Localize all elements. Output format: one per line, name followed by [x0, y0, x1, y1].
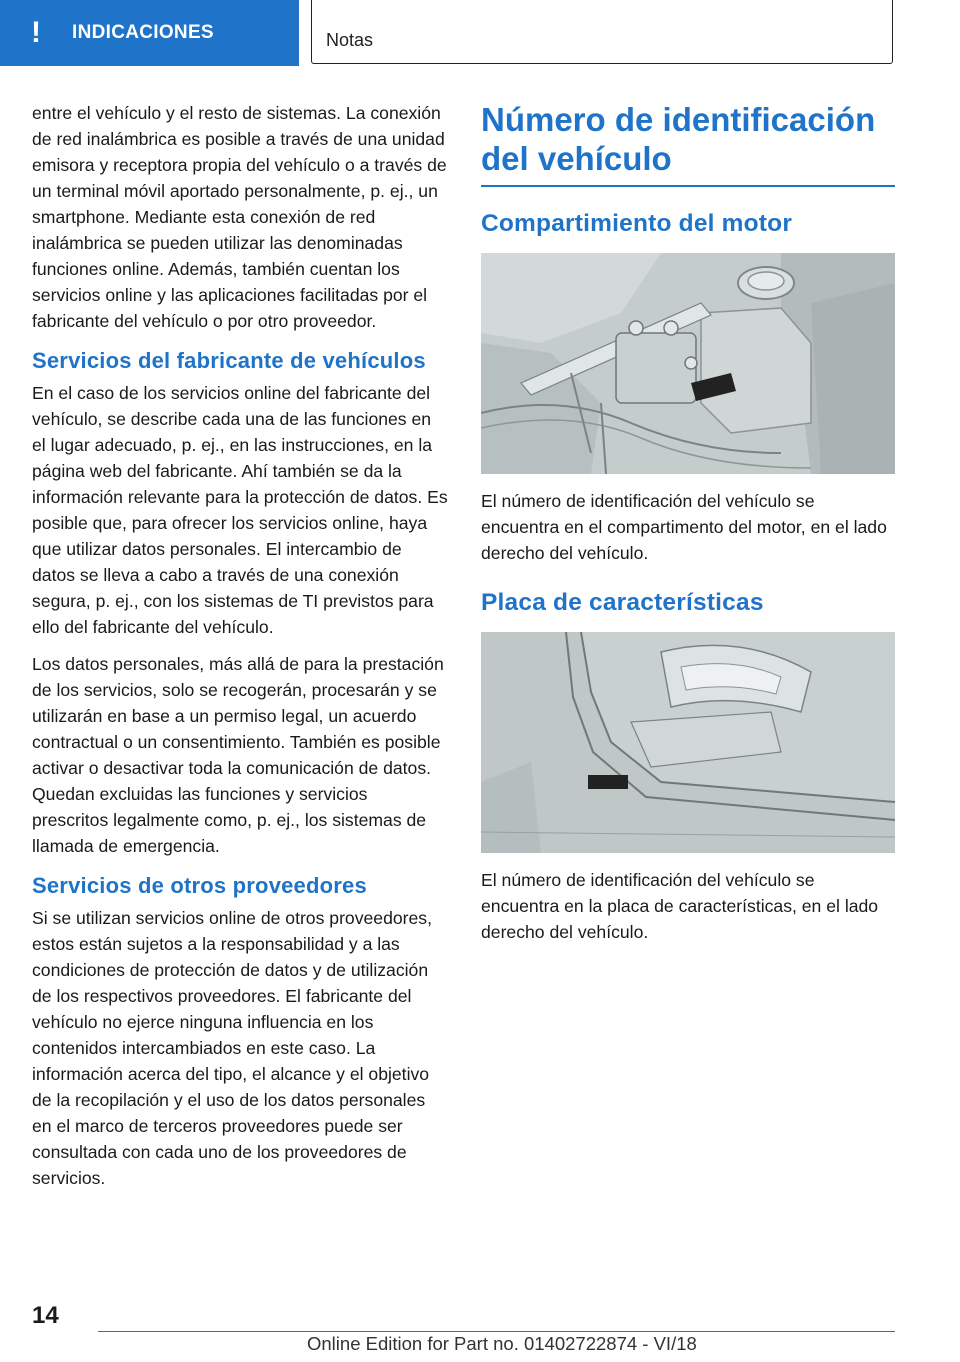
notes-tab-label: Notas: [326, 30, 374, 50]
vin-heading: Número de identificación del vehículo: [481, 100, 895, 187]
warning-exclamation-icon: !: [31, 16, 41, 49]
engine-compartment-illustration: [481, 253, 895, 474]
right-column: [481, 100, 895, 956]
edition-text: Online Edition for Part no. 01402722874 - VI/18: [307, 1333, 697, 1354]
left-column: [32, 100, 448, 1202]
engine-compartment-caption: El número de identificación del vehículo se encuentra en el compartimento del motor, en el lado derecho del vehículo.: [481, 491, 887, 563]
manufacturer-services-paragraph-1: En el caso de los servicios online del fabricante del vehículo, se describe cada una de las funciones en el lugar adecuado, p. ej., en las instrucciones, en la página web del fabricante. Ahí también se da la información relevante para la protección de datos. Es posible que, para ofrecer los servicios online, haya que utilizar datos personales. El intercambio de datos se lleva a cabo a través de una conexión segura, p. ej., con los sistemas de TI previstos para ello del fabricante del vehículo.: [32, 383, 448, 637]
type-plate-illustration: [481, 632, 895, 853]
manufacturer-services-paragraph-2: Los datos personales, más allá de para la prestación de los servicios, solo se recogerán, procesarán y se utilizarán en base a un permiso legal, un acuerdo contractual o un consentimiento. También es posible activar o desactivar toda la comunicación de datos. Quedan excluidas las funciones y servicios prescritos legalmente como, p. ej., los sistemas de llamada de emergencia.: [32, 654, 444, 856]
type-plate-heading: Placa de características: [481, 589, 764, 616]
intro-paragraph: entre el vehículo y el resto de sistemas. La conexión de red inalámbrica es posible a través de una unidad emisora y receptora propia del vehículo o a través de un terminal móvil aportado personalmente, p. ej., un smartphone. Mediante esta conexión de red inalámbrica se pueden utilizar las denominadas funciones online. Además, también cuentan los servicios online y las aplicaciones facilitadas por el fabricante del vehículo o por otro proveedor.: [32, 103, 447, 331]
notes-tab: [311, 0, 893, 64]
section-tab: [0, 0, 299, 66]
footer-divider: [98, 1331, 895, 1332]
page-number: 14: [32, 1302, 59, 1329]
engine-compartment-heading: Compartimiento del motor: [481, 210, 793, 237]
type-plate-caption: El número de identificación del vehículo se encuentra en la placa de características, en el lado derecho del vehículo.: [481, 870, 879, 942]
third-party-services-heading: Servicios de otros proveedores: [32, 873, 367, 898]
third-party-services-paragraph: Si se utilizan servicios online de otros proveedores, estos están sujetos a la responsabilidad y a las condiciones de protección de datos y de utilización de los respectivos proveedores. El fabricante del vehículo no ejerce ninguna influencia en los contenidos intercambiados en este caso. La información acerca del tipo, el alcance y el objetivo de la recopilación y el uso de los datos personales en el marco de terceros proveedores puede ser consultada con cada uno de los proveedores de servicios.: [32, 908, 432, 1188]
section-label: INDICACIONES: [72, 22, 214, 43]
manufacturer-services-heading: Servicios del fabricante de vehículos: [32, 348, 426, 373]
